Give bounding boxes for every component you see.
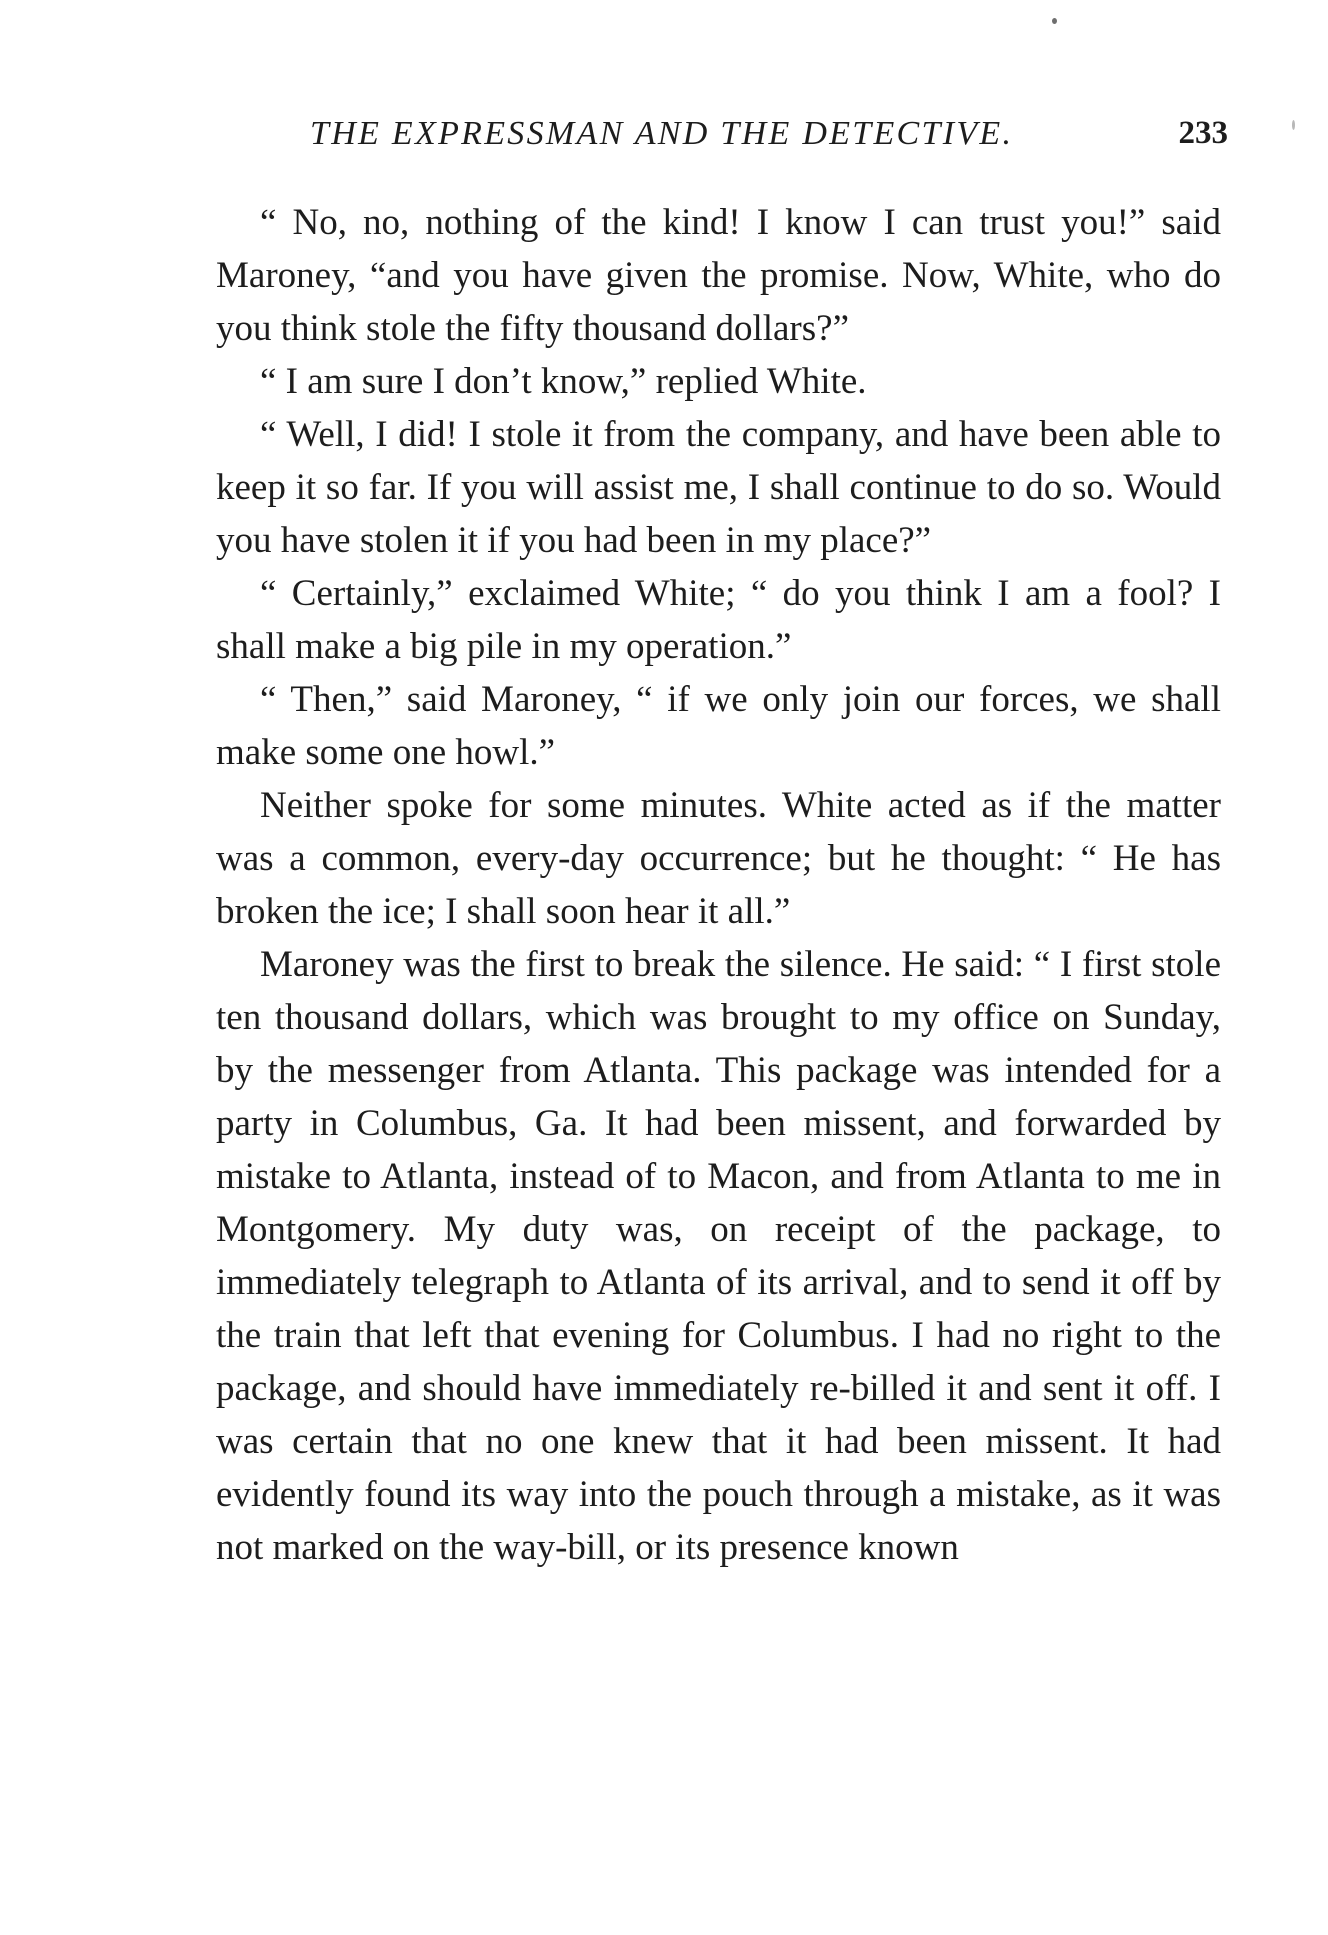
body-text	[216, 196, 1221, 1574]
running-head	[310, 115, 1228, 155]
paragraph: Maroney was the first to break the silence. He said: “ I first stole ten thousand dollars, which was brought to my office on Sunday, by the messenger from Atlanta. This package was intended for a party in Columbus, Ga. It had been missent, and forwarded by mistake to Atlanta, instead of to Macon, and from Atlanta to me in Montgomery. My duty was, on receipt of the package, to immediately telegraph to Atlanta of its arrival, and to send it off by the train that left that evening for Columbus. I had no right to the package, and should have immediately re-billed it and sent it off. I was certain that no one knew that it had been missent. It had evidently found its way into the pouch through a mistake, as it was not marked on the way-bill, or its presence known	[216, 944, 1221, 1568]
paragraph: “ I am sure I don’t know,” replied White.	[260, 361, 867, 402]
ink-speck-margin	[1292, 120, 1295, 130]
paragraph: “ No, no, nothing of the kind! I know I can trust you!” said Maroney, “and you have given the promise. Now, White, who do you think stole the fifty thousand dollars?”	[216, 202, 1221, 349]
page-number: 233	[1178, 115, 1228, 151]
paragraph: Neither spoke for some minutes. White acted as if the matter was a common, every-day occurrence; but he thought: “ He has broken the ice; I shall soon hear it all.”	[216, 785, 1221, 932]
paragraph: “ Then,” said Maroney, “ if we only join our forces, we shall make some one howl.”	[216, 679, 1221, 773]
ink-speck-top	[1052, 18, 1057, 24]
paragraph: “ Well, I did! I stole it from the company, and have been able to keep it so far. If you will assist me, I shall continue to do so. Would you have stolen it if you had been in my place?”	[216, 414, 1221, 561]
running-head-title: THE EXPRESSMAN AND THE DETECTIVE.	[310, 115, 1014, 152]
paragraph: “ Certainly,” exclaimed White; “ do you think I am a fool? I shall make a big pile in my operation.”	[216, 573, 1221, 667]
